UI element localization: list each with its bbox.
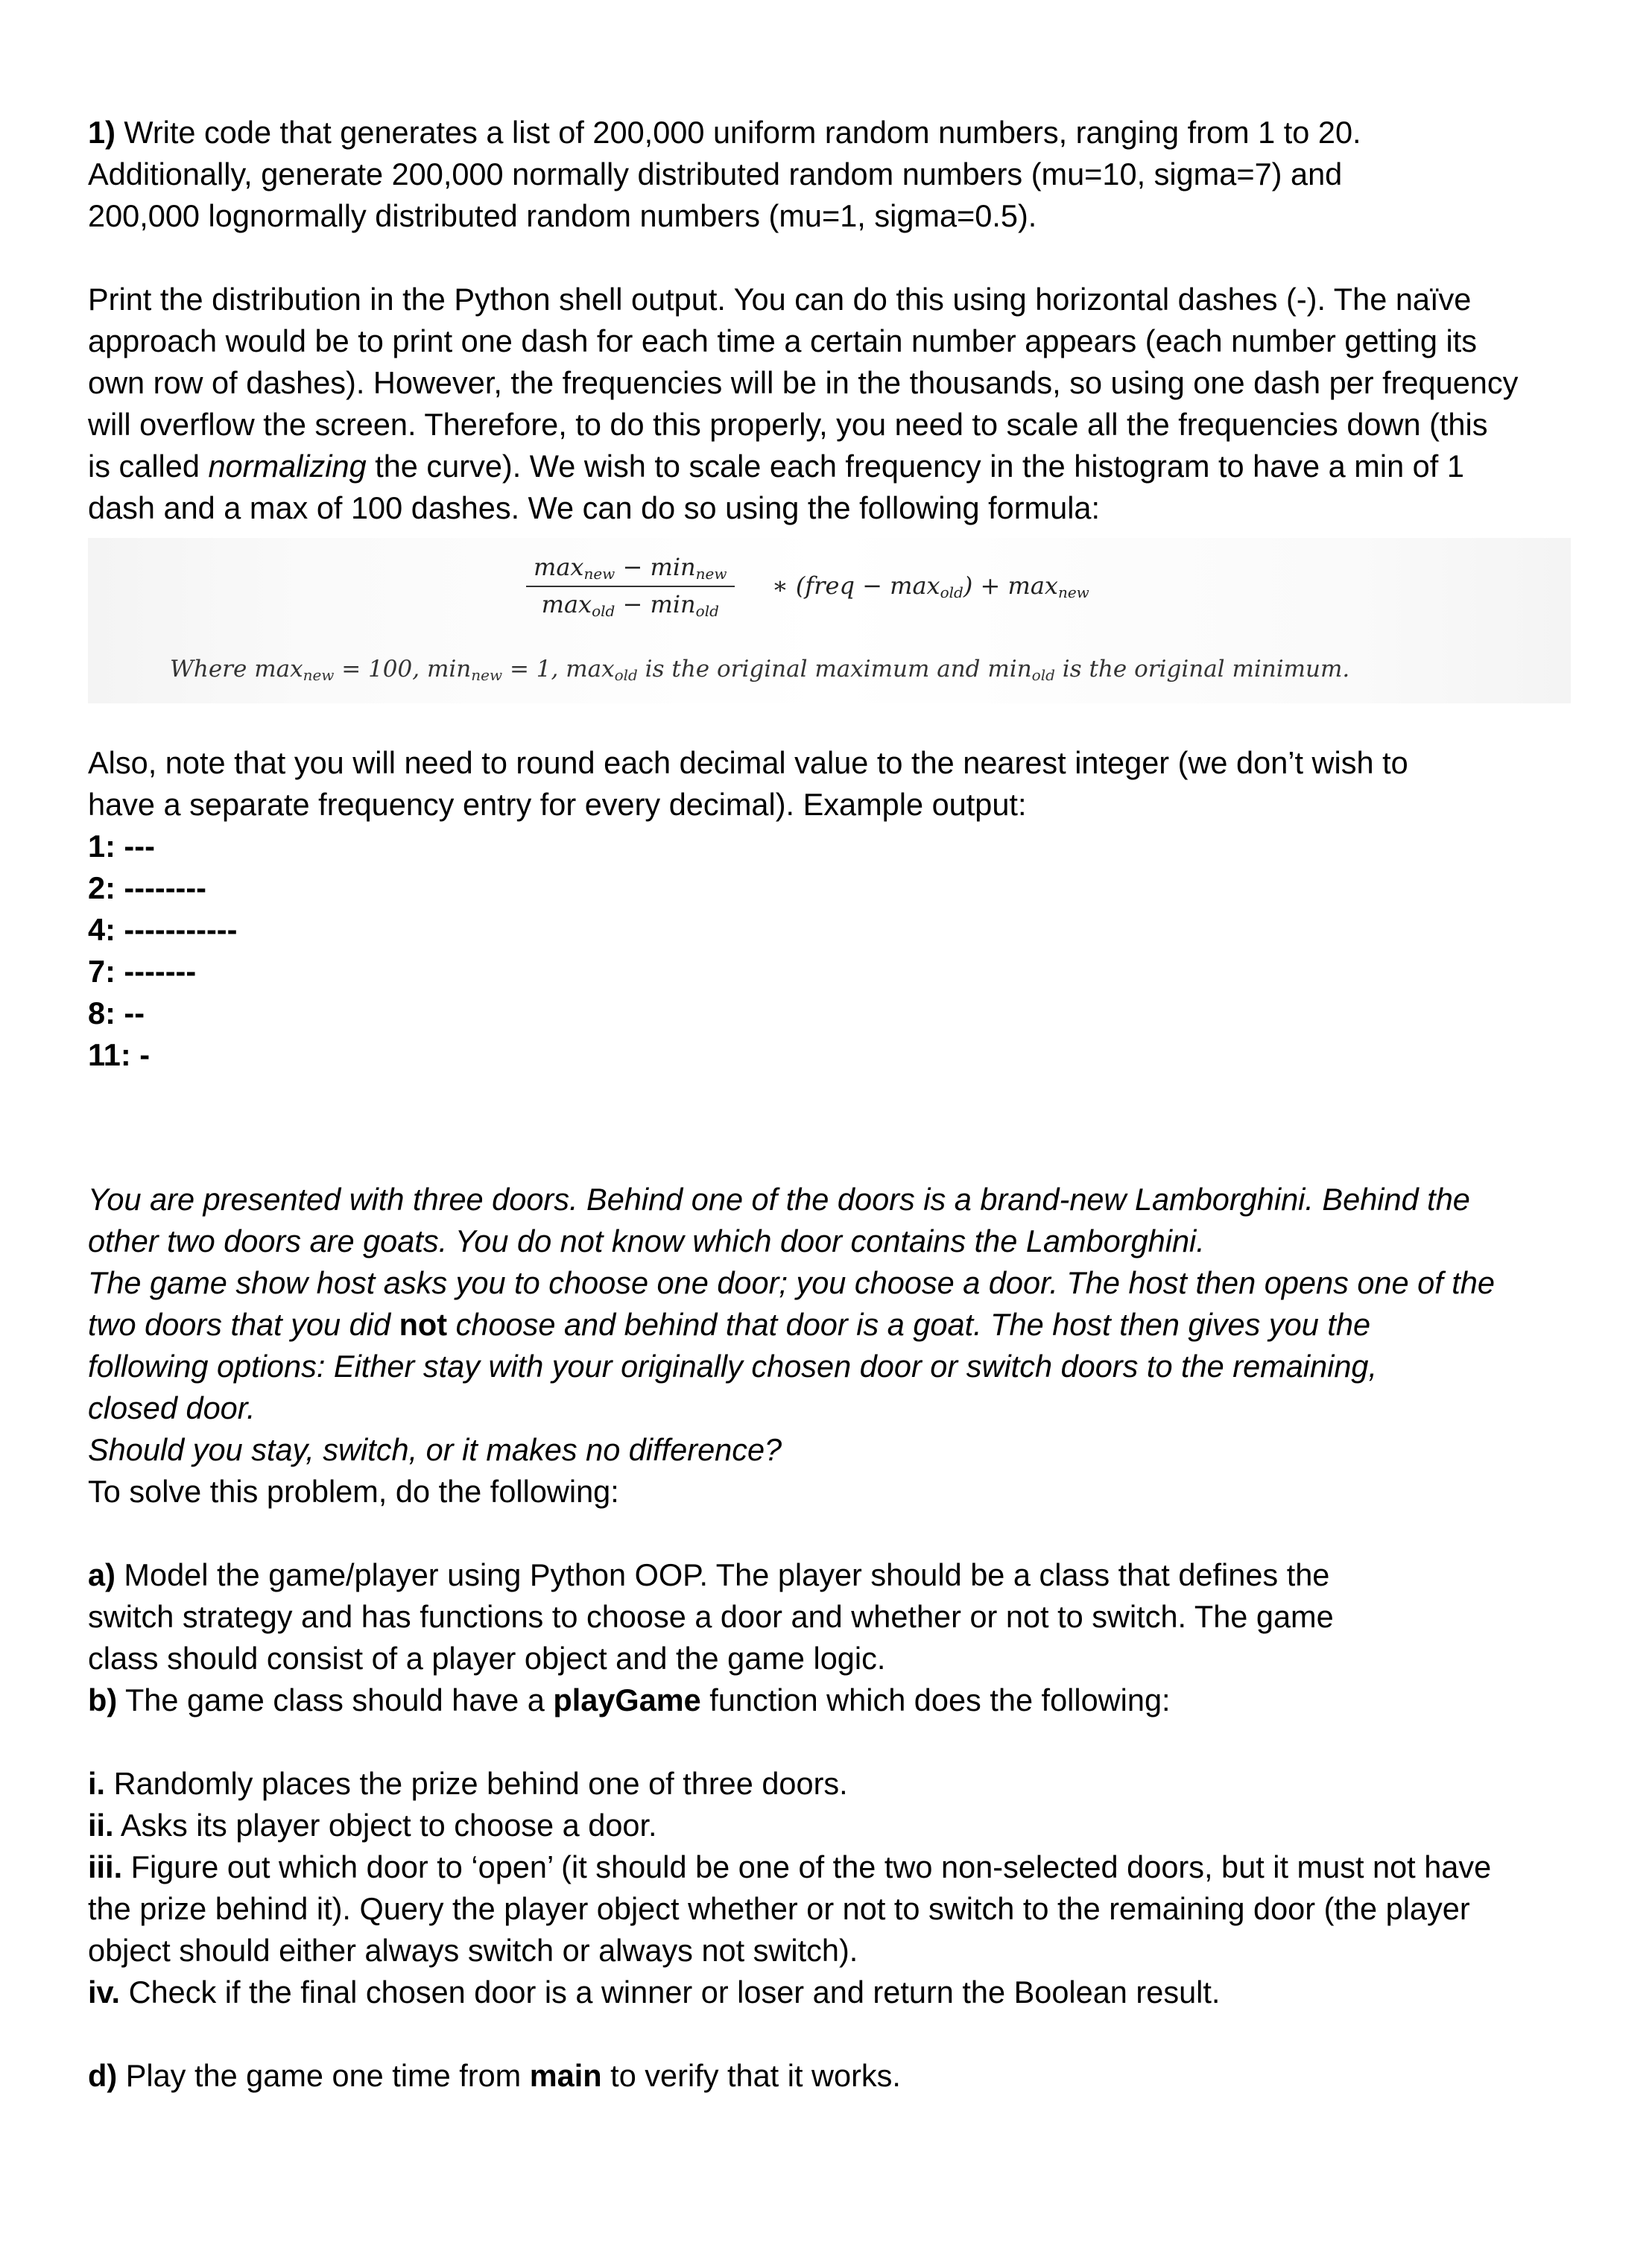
part-a-label: a) (88, 1557, 115, 1592)
example-output-row: 11: - (88, 1037, 151, 1072)
doors-line-1: You are presented with three doors. Behind one of the doors is a brand-new Lamborghini. Behind the (88, 1182, 1470, 1217)
example-output-row: 2: -------- (88, 870, 206, 905)
normalization-formula (88, 538, 1571, 703)
not-emphasis: not (399, 1307, 448, 1342)
q1-line-1: 1) Write code that generates a list of 200,000 uniform random numbers, ranging from 1 to 20. (88, 115, 1361, 150)
part-d-label: d) (88, 2058, 118, 2093)
example-output-row: 4: ----------- (88, 912, 238, 947)
step-ii: ii. Asks its player object to choose a door. (88, 1808, 657, 1843)
print-para-line-6: dash and a max of 100 dashes. We can do so using the following formula: (88, 490, 1101, 525)
question-1-section (88, 112, 1571, 529)
playgame-function: playGame (553, 1682, 701, 1717)
formula-tail: ∗ (freq − $\max_{old}) + \max_{new}$ (772, 571, 1089, 601)
step-iii-line-2: the prize behind it). Query the player object whether or not to switch to the remaining door (the player (88, 1891, 1470, 1926)
part-b-line: b) The game class should have a playGame function which does the following: (88, 1682, 1171, 1717)
part-a-line-1: a) Model the game/player using Python OOP. The player should be a class that defines the (88, 1557, 1330, 1592)
doors-question: Should you stay, switch, or it makes no difference? (88, 1432, 782, 1467)
doors-line-2: other two doors are goats. You do not know which door contains the Lamborghini. (88, 1223, 1205, 1258)
also-line-1: Also, note that you will need to round each decimal value to the nearest integer (we don’t wish to (88, 745, 1408, 780)
formula-numerator: $\max_{new} - \min_{new}$ (526, 553, 735, 587)
rounding-and-example (88, 742, 1571, 1076)
part-b-label: b) (88, 1682, 118, 1717)
formula-fraction (526, 553, 735, 620)
print-para-line-1: Print the distribution in the Python shell output. You can do this using horizontal dashes (-). The naïve (88, 282, 1472, 317)
formula-where-clause: Where $\max_{new} = 100$, $\min_{new} = 1$, $\max_{old}$ is the original maximum and $\min_{old}$ is the original minimum. (170, 656, 1350, 684)
print-para-line-3: own row of dashes). However, the frequencies will be in the thousands, so using one dash per frequency (88, 365, 1519, 400)
print-para-line-2: approach would be to print one dash for each time a certain number appears (each number getting its (88, 323, 1477, 358)
part-a-line-3: class should consist of a player object and the game logic. (88, 1641, 886, 1676)
doors-line-6: closed door. (88, 1390, 256, 1425)
step-iv: iv. Check if the final chosen door is a winner or loser and return the Boolean result. (88, 1975, 1221, 2010)
monty-hall-section (88, 1179, 1571, 2097)
normalizing-term: normalizing (208, 449, 367, 484)
q1-line-3: 200,000 lognormally distributed random numbers (mu=1, sigma=0.5). (88, 198, 1037, 233)
print-para-line-5: is called normalizing the curve). We wish to scale each frequency in the histogram to have a min of 1 (88, 449, 1464, 484)
print-para-line-4: will overflow the screen. Therefore, to do this properly, you need to scale all the frequencies down (this (88, 407, 1488, 442)
doors-instruction: To solve this problem, do the following: (88, 1474, 619, 1509)
step-iii-line-1: iii. Figure out which door to ‘open’ (it should be one of the two non-selected doors, but it must not have (88, 1849, 1492, 1884)
step-i: i. Randomly places the prize behind one of three doors. (88, 1766, 848, 1801)
doors-line-5: following options: Either stay with your originally chosen door or switch doors to the remaining, (88, 1349, 1378, 1384)
part-a-line-2: switch strategy and has functions to choose a door and whether or not to switch. The game (88, 1599, 1334, 1634)
q1-number: 1) (88, 115, 115, 150)
part-d-line: d) Play the game one time from main to verify that it works. (88, 2058, 901, 2093)
example-output-row: 7: ------- (88, 954, 197, 989)
step-iii-line-3: object should either always switch or always not switch). (88, 1933, 858, 1968)
q1-line-2: Additionally, generate 200,000 normally distributed random numbers (mu=10, sigma=7) and (88, 156, 1343, 191)
example-output-row: 1: --- (88, 829, 155, 864)
main-keyword: main (529, 2058, 602, 2093)
doors-line-4: two doors that you did not choose and behind that door is a goat. The host then gives you the (88, 1307, 1371, 1342)
doors-line-3: The game show host asks you to choose one door; you choose a door. The host then opens one of the (88, 1265, 1495, 1300)
formula-denominator: $\max_{old} - \min_{old}$ (541, 590, 719, 620)
also-line-2: have a separate frequency entry for every decimal). Example output: (88, 787, 1027, 822)
example-output-row: 8: -- (88, 995, 145, 1030)
